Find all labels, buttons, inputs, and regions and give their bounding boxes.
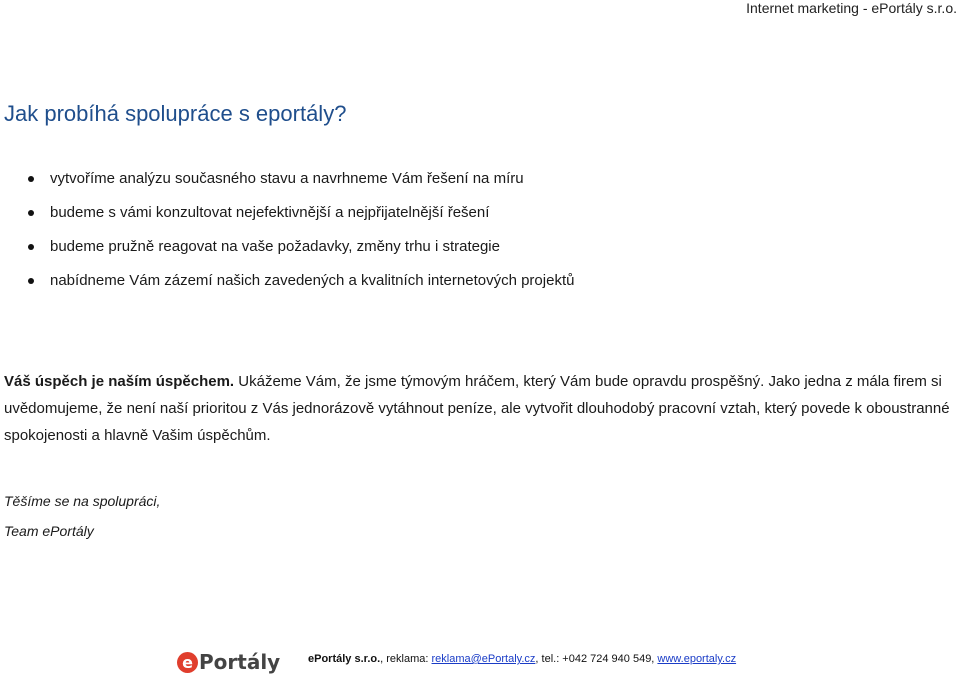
footer-contact <box>308 652 736 666</box>
footer-company: ePortály s.r.o. <box>308 653 381 665</box>
footer-phone: , tel.: +042 724 940 549, <box>535 653 658 665</box>
paragraph-body: Ukážeme Vám, že jsme týmovým hráčem, který Vám bude opravdu prospěšný. Jako jedna z mála firem si uvědomujeme, že není naší prioritou z Vás jednorázově vytáhnout peníze, ale vytvořit dlouhodobý pracovní vztah, který povede k oboustranné spokojenosti a hlavně Vašim úspěchům. <box>4 373 950 444</box>
list-item-text: budeme s vámi konzultovat nejefektivnější a nejpřijatelnější řešení <box>50 204 490 221</box>
signoff-greeting: Těšíme se na spolupráci, <box>4 493 161 509</box>
bullet-list <box>28 162 574 298</box>
eportaly-logo <box>177 649 280 675</box>
email-link[interactable]: reklama@ePortaly.cz <box>431 653 536 665</box>
paragraph-lead: Váš úspěch je naším úspěchem. <box>4 373 235 390</box>
list-item <box>28 196 574 230</box>
bullet-dot-icon <box>28 210 34 216</box>
page-title: Jak probíhá spolupráce s eportály? <box>4 101 347 126</box>
list-item-text: budeme pružně reagovat na vaše požadavky, změny trhu i strategie <box>50 238 500 255</box>
list-item-text: vytvoříme analýzu současného stavu a navrhneme Vám řešení na míru <box>50 170 524 187</box>
signoff-signature: Team ePortály <box>4 523 94 539</box>
bullet-dot-icon <box>28 244 34 250</box>
bullet-dot-icon <box>28 278 34 284</box>
list-item <box>28 264 574 298</box>
footer-reklama-label: , reklama: <box>380 653 432 665</box>
list-item <box>28 230 574 264</box>
bullet-dot-icon <box>28 176 34 182</box>
intro-paragraph <box>4 368 956 449</box>
page-footer <box>0 645 959 675</box>
logo-mark-icon: e <box>177 652 198 673</box>
page-header: Internet marketing - ePortály s.r.o. <box>746 0 957 16</box>
logo-text: Portály <box>199 650 281 674</box>
list-item-text: nabídneme Vám zázemí našich zavedených a kvalitních internetových projektů <box>50 272 575 289</box>
list-item <box>28 162 574 196</box>
website-link[interactable]: www.eportaly.cz <box>657 653 737 665</box>
